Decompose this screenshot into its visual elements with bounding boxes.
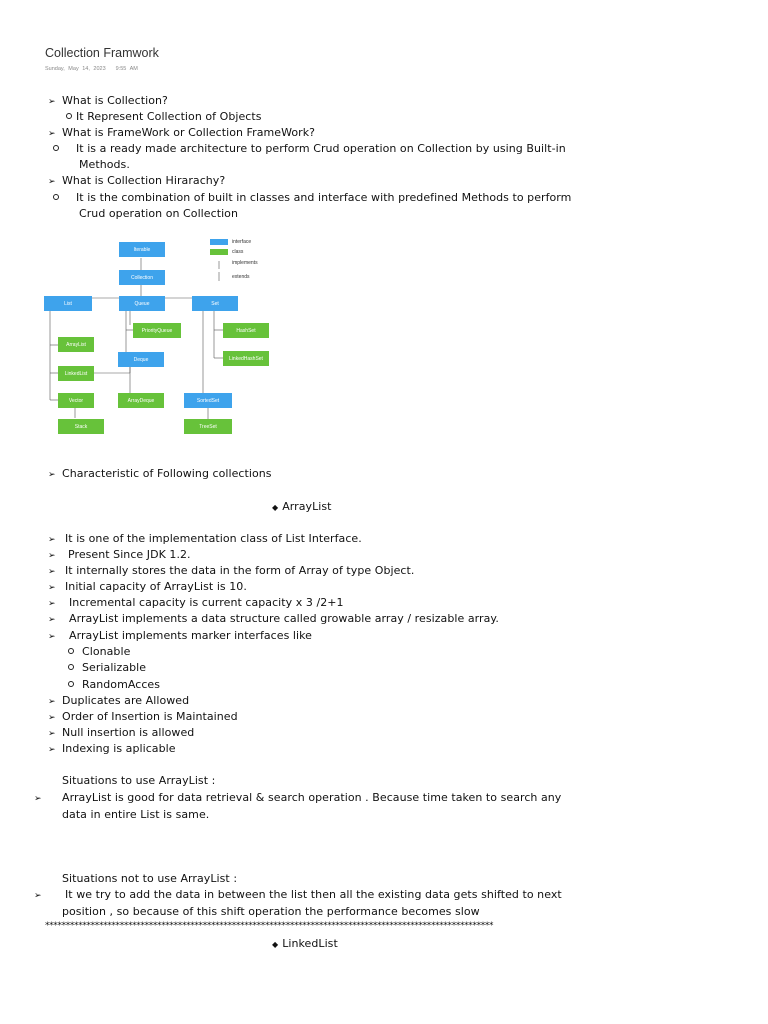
circle-bullet-icon [66,109,76,119]
sub-bullet-represent: It Represent Collection of Objects [66,109,262,125]
arraylist-point-5: ➢ Incremental capacity is current capacity x 3 /2+1 [48,595,344,612]
legend-class-label: class [232,249,244,255]
legend-implements-label: implements [232,260,258,266]
circle-bullet-icon [68,660,82,670]
node-vector: Vector [58,393,94,408]
sub-bullet-combination: It is the combination of built in classes and interface with predefined Methods to perform Crud operation on Collection [66,190,579,222]
diamond-bullet-icon: ◆ [272,503,279,512]
circle-bullet-icon [66,190,76,200]
bullet-what-is-framework: ➢ What is FrameWork or Collection FrameWork? [48,125,315,142]
collection-hierarchy-diagram [40,230,300,440]
circle-bullet-icon [68,677,82,687]
arrow-bullet-icon: ➢ [48,599,56,609]
page-timestamp [45,66,138,72]
property-insertion-order: ➢ Order of Insertion is Maintained [48,709,238,726]
arrow-bullet-icon: ➢ [48,129,56,139]
arrow-bullet-icon: ➢ [48,583,56,593]
node-collection: Collection [119,270,165,285]
arraylist-point-2: ➢ Present Since JDK 1.2. [48,547,191,564]
marker-clonable: Clonable [68,644,130,660]
arrow-bullet-icon: ➢ [48,97,56,107]
heading-arraylist: ◆ ArrayList [272,500,332,513]
bullet-what-is-hierarchy: ➢ What is Collection Hirarachy? [48,173,225,190]
not-use-text: ➢ It we try to add the data in between the list then all the existing data gets shifted to next position , so because of this shift operation the performance becomes slow [34,888,562,918]
circle-bullet-icon [66,141,76,151]
arrow-bullet-icon: ➢ [48,615,56,625]
page-title: Collection Framwork [45,46,159,60]
arraylist-point-7: ➢ ArrayList implements marker interfaces like [48,628,312,645]
arrow-bullet-icon: ➢ [48,713,56,723]
arrow-bullet-icon: ➢ [48,632,56,642]
property-null-insertion: ➢ Null insertion is allowed [48,725,194,742]
use-text: ➢ ArrayList is good for data retrieval & search operation . Because time taken to search any data in entire List is same. [34,791,562,821]
bullet-what-is-collection: ➢ What is Collection? [48,93,168,110]
arraylist-point-4: ➢ Initial capacity of ArrayList is 10. [48,579,247,596]
node-linkedlist: LinkedList [58,366,94,381]
node-linkedhashset: LinkedHashSet [223,351,269,366]
page-date: Sunday, May 14, 2023 [45,66,106,72]
heading-linkedlist: ◆ LinkedList [272,937,338,950]
use-heading: Situations to use ArrayList : [62,774,216,787]
bullet-characteristic: ➢ Characteristic of Following collections [48,466,272,483]
node-treeset: TreeSet [184,419,232,434]
arrow-bullet-icon: ➢ [48,697,56,707]
marker-serializable: Serializable [68,660,146,676]
arrow-bullet-icon: ➢ [48,745,56,755]
legend-interface-swatch [210,239,228,245]
diamond-bullet-icon: ◆ [272,940,279,949]
sub-bullet-ready-made: It is a ready made architecture to perform Crud operation on Collection by using Built-in Methods. [66,141,579,173]
node-stack: Stack [58,419,104,434]
node-arraylist: ArrayList [58,337,94,352]
arraylist-point-1: ➢ It is one of the implementation class of List Interface. [48,531,362,548]
arrow-bullet-icon: ➢ [48,729,56,739]
node-set: Set [192,296,238,311]
arraylist-point-3: ➢ It internally stores the data in the form of Array of type Object. [48,563,414,580]
arrow-bullet-icon: ➢ [34,794,42,804]
marker-randomaccess: RandomAcces [68,677,160,693]
circle-bullet-icon [68,644,82,654]
node-hashset: HashSet [223,323,269,338]
arrow-bullet-icon: ➢ [48,551,56,561]
not-use-heading: Situations not to use ArrayList : [62,872,238,885]
arraylist-point-6: ➢ ArrayList implements a data structure called growable array / resizable array. [48,611,499,628]
node-deque: Deque [118,352,164,367]
legend-class-swatch [210,249,228,255]
node-priorityqueue: PriorityQueue [133,323,181,338]
legend-extends-label: extends [232,274,250,280]
page-time: 9:55 AM [115,66,138,72]
legend-interface-label: interface [232,239,252,245]
arrow-bullet-icon: ➢ [48,177,56,187]
node-queue: Queue [119,296,165,311]
node-list: List [44,296,92,311]
arrow-bullet-icon: ➢ [48,470,56,480]
separator-line: ************************************************************************************************************ [45,921,494,931]
node-iterable: Iterable [119,242,165,257]
arrow-bullet-icon: ➢ [48,535,56,545]
node-arraydeque: ArrayDeque [118,393,164,408]
property-duplicates: ➢ Duplicates are Allowed [48,693,189,710]
arrow-bullet-icon: ➢ [34,891,42,901]
node-sortedset: SortedSet [184,393,232,408]
arrow-bullet-icon: ➢ [48,567,56,577]
property-indexing: ➢ Indexing is aplicable [48,741,176,758]
